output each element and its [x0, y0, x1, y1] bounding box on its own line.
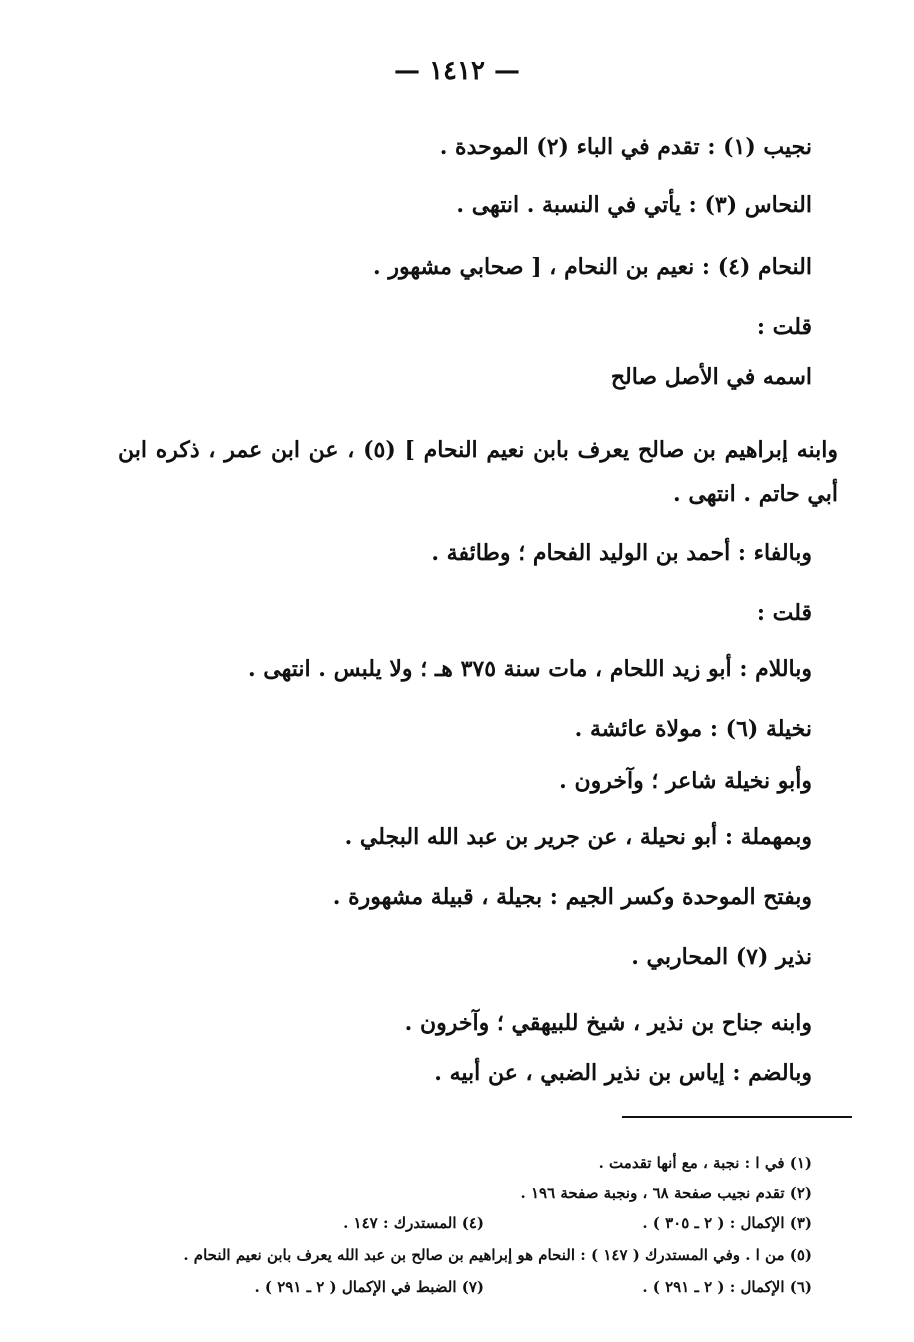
entry-line: النحاس (٣) : يأتي في النسبة . انتهى . [456, 192, 812, 218]
page-number: — ١٤١٢ — [394, 56, 520, 86]
entry-line: وأبو نخيلة شاعر ؛ وآخرون . [559, 768, 812, 794]
entry-line: وبفتح الموحدة وكسر الجيم : بجيلة ، قبيلة مشهورة . [332, 884, 812, 910]
footnote: (٣) الإكمال : ( ٢ ـ ٣٠٥ ) . [642, 1214, 812, 1232]
entry-line: نذير (٧) المحاربي . [631, 944, 812, 970]
footnote: (١) في ا : نجبة ، مع أنها تقدمت . [598, 1154, 812, 1172]
entry-line: النحام (٤) : نعيم بن النحام ، [ صحابي مشهور . [373, 254, 812, 280]
footnote: (٤) المستدرك : ١٤٧ . [343, 1214, 484, 1232]
footnote: (٥) من ا . وفي المستدرك ( ١٤٧ ) : النحام هو إبراهيم بن صالح بن عبد الله يعرف بابن نعيم النحام . [183, 1246, 812, 1264]
entry-line: نجيب (١) : تقدم في الباء (٢) الموحدة . [439, 134, 812, 160]
footnote: (٧) الضبط في الإكمال ( ٢ ـ ٢٩١ ) . [254, 1278, 484, 1296]
entry-line: نخيلة (٦) : مولاة عائشة . [574, 716, 812, 742]
footnote: (٢) تقدم نجيب صفحة ٦٨ ، ونجبة صفحة ١٩٦ . [520, 1184, 812, 1202]
entry-line: وبالفاء : أحمد بن الوليد الفحام ؛ وطائفة . [431, 540, 812, 566]
footnote-divider [622, 1116, 852, 1118]
footnote: (٦) الإكمال : ( ٢ ـ ٢٩١ ) . [642, 1278, 812, 1296]
entry-line: وبمهملة : أبو نحيلة ، عن جرير بن عبد الله البجلي . [344, 824, 812, 850]
entry-line: اسمه في الأصل صالح [610, 364, 812, 390]
entry-line: وبالضم : إياس بن نذير الضبي ، عن أبيه . [434, 1060, 812, 1086]
entry-line: قلت : [756, 600, 812, 626]
entry-line: وباللام : أبو زيد اللحام ، مات سنة ٣٧٥ هـ ؛ ولا يلبس . انتهى . [247, 656, 812, 682]
entry-paragraph: وابنه إبراهيم بن صالح يعرف بابن نعيم النحام ] (٥) ، عن ابن عمر ، ذكره ابن أبي حاتم . انتهى . [118, 437, 838, 507]
entry-line: وابنه جناح بن نذير ، شيخ للبيهقي ؛ وآخرون . [404, 1010, 812, 1036]
entry-line: قلت : [756, 314, 812, 340]
